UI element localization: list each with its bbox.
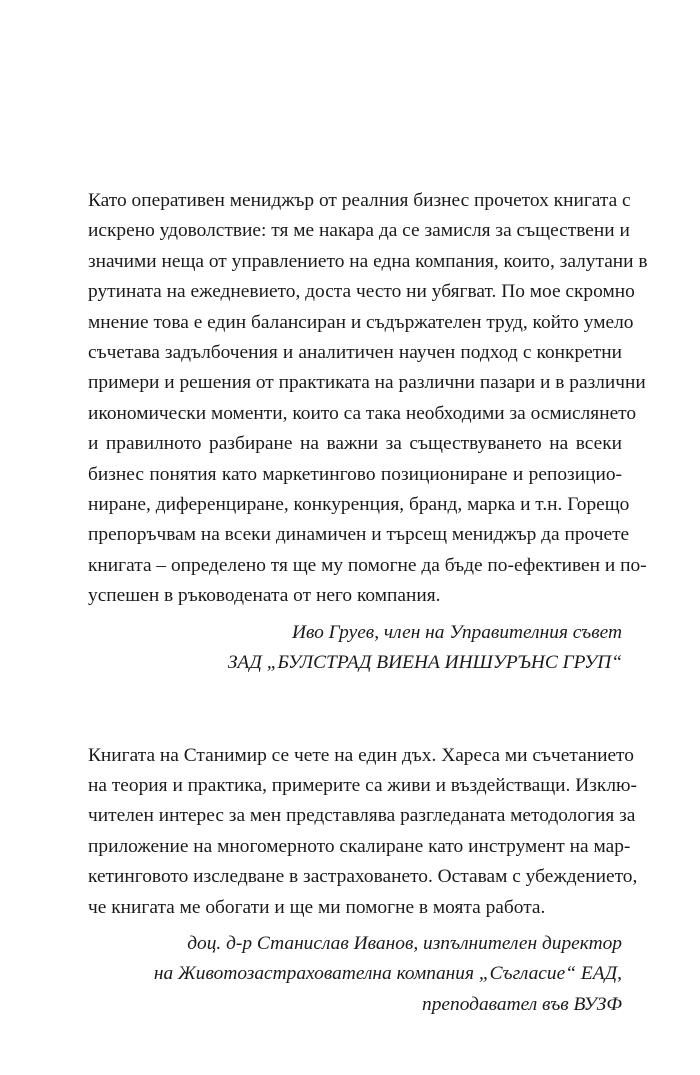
body-line: съчетава задълбочения и аналитичен научен подход с конкретни xyxy=(88,342,622,364)
body-line: препоръчвам на всеки динамичен и търсещ мениджър да прочете xyxy=(88,524,630,546)
body-line: ниране, диференциране, конкуренция, бранд, марка и т.н. Горещо xyxy=(88,494,630,516)
body-line: бизнес понятия като маркетингово позициониране и репозицио- xyxy=(88,463,622,485)
attribution-line: на Животозастрахователна компания „Съгласие“ ЕАД, xyxy=(153,963,622,985)
document-page xyxy=(88,186,648,1020)
body-line: Като оперативен мениджър от реалния бизнес прочетох книгата с xyxy=(88,190,631,211)
body-line: че книгата ме обогати и ще ми помогне в моята работа. xyxy=(88,896,546,918)
body-line: чителен интерес за мен представлява разгледаната методология за xyxy=(88,805,636,827)
body-line: кетинговото изследване в застраховането. Оставам с убеждението, xyxy=(88,866,638,888)
attribution-line: ЗАД „БУЛСТРАД ВИЕНА ИНШУРЪНС ГРУП“ xyxy=(227,652,622,674)
body-line: книгата – определено тя ще му помогне да бъде по-ефективен и по- xyxy=(88,554,647,576)
body-line: Книгата на Станимир се чете на един дъх. Хареса ми съчетанието xyxy=(88,744,634,766)
body-line: приложение на многомерното скалиране като инструмент на мар- xyxy=(88,835,631,857)
body-line: примери и решения от практиката на различни пазари и в различни xyxy=(88,372,646,394)
testimonial-body xyxy=(88,186,648,612)
body-line: икономически моменти, които са така необходими за осмислянето xyxy=(88,402,637,424)
testimonial-attribution xyxy=(88,929,622,1020)
body-line: искрено удоволствие: тя ме накара да се замисля за съществени и xyxy=(88,220,630,242)
body-line: рутината на ежедневието, доста често ни убягват. По мое скромно xyxy=(88,281,635,303)
testimonial-2 xyxy=(88,741,638,1021)
body-line: значими неща от управлението на една компания, които, залутани в xyxy=(88,250,648,272)
body-line: на теория и практика, примерите са живи и въздействащи. Изклю- xyxy=(88,774,637,796)
body-line: успешен в ръководената от него компания. xyxy=(88,585,441,607)
testimonial-body xyxy=(88,741,638,923)
testimonial-attribution xyxy=(88,618,622,679)
attribution-line: Иво Груев, член на Управителния съвет xyxy=(291,621,622,643)
body-line: и правилното разбиране на важни за съществуването на всеки xyxy=(88,433,622,455)
attribution-line: преподавател във ВУЗФ xyxy=(422,993,622,1015)
testimonial-1 xyxy=(88,186,648,679)
body-line: мнение това е един балансиран и съдържателен труд, който умело xyxy=(88,311,634,333)
attribution-line: доц. д-р Станислав Иванов, изпълнителен директор xyxy=(187,932,622,954)
